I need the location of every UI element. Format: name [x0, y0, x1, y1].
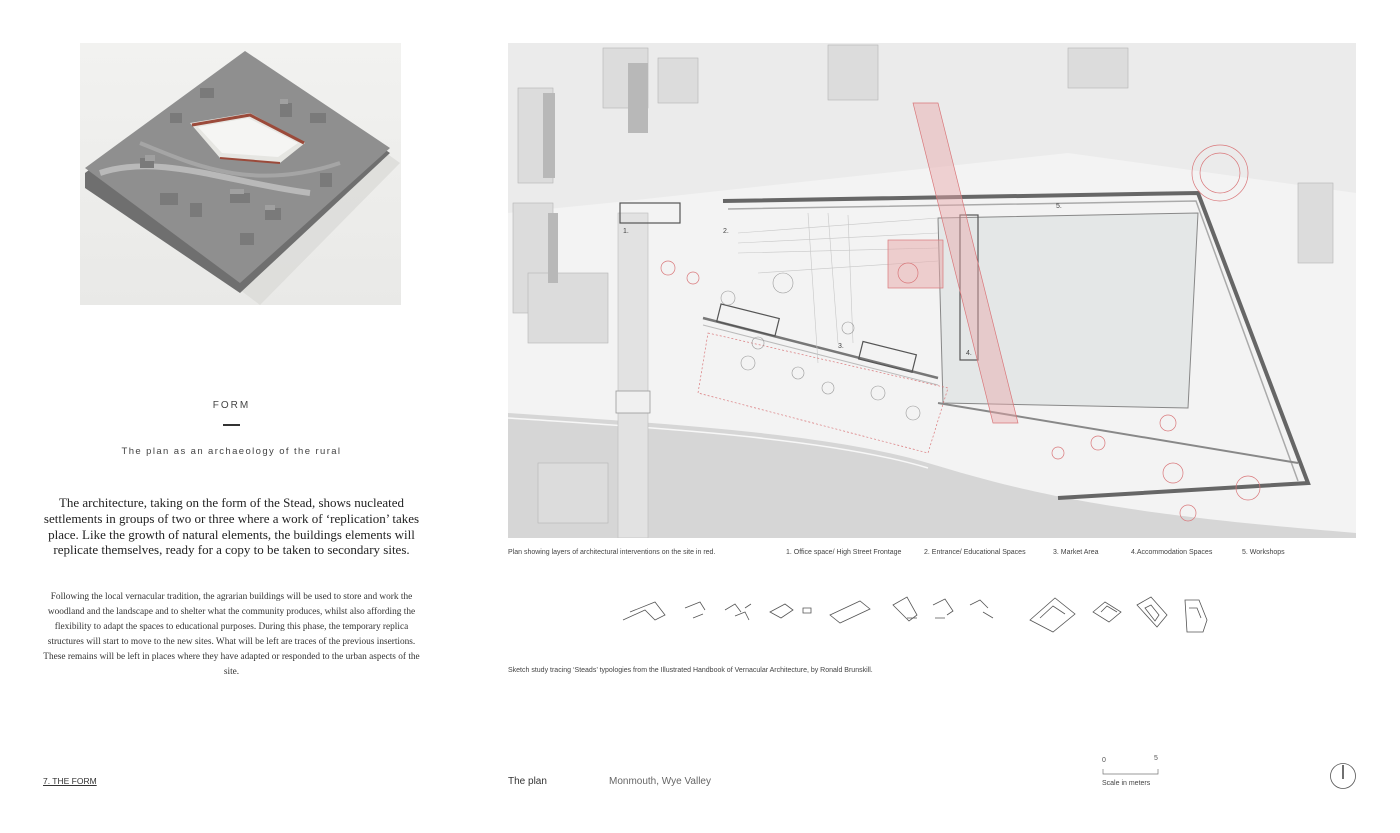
- legend-item-accommodation: 4.Accommodation Spaces: [1131, 549, 1213, 556]
- footer-title: The plan: [508, 776, 547, 787]
- section-heading: FORM: [212, 400, 251, 411]
- footer-location: Monmouth, Wye Valley: [609, 776, 711, 787]
- site-model-photo: [80, 43, 401, 305]
- legend-item-workshops: 5. Workshops: [1242, 549, 1285, 556]
- scale-min-label: 0: [1102, 757, 1106, 764]
- north-arrow-icon: [1329, 762, 1357, 790]
- section-subtitle: The plan as an archaeology of the rural: [121, 446, 342, 457]
- body-paragraph: Following the local vernacular tradition, the agrarian buildings will be used to store and work the woodland and the landscape and to shelter what the community produces, whilst also affording the flexibility to adapt the spaces to educational purposes. During this phase, the temporary replica structures will start to move to the new sites. What will be left are traces of the previous insertions. These remains will be left in places where they have adapted or responded to the urban aspects of the site.: [43, 592, 420, 677]
- plan-caption: Plan showing layers of architectural interventions on the site in red.: [508, 549, 716, 556]
- scale-label: Scale in meters: [1102, 780, 1151, 787]
- stead-typology-sketches: [615, 590, 1235, 640]
- legend-item-market: 3. Market Area: [1053, 549, 1099, 556]
- section-nav-link[interactable]: 7. THE FORM: [43, 776, 97, 786]
- heading-divider: [223, 424, 240, 426]
- legend-item-entrance: 2. Entrance/ Educational Spaces: [924, 549, 1026, 556]
- sketch-caption: Sketch study tracing ‘Steads’ typologies from the Illustrated Handbook of Vernacular Architecture, by Ronald Brunskill.: [508, 667, 873, 674]
- plan-label-4: 4.: [966, 350, 972, 357]
- legend-item-office: 1. Office space/ High Street Frontage: [786, 549, 902, 556]
- plan-label-2: 2.: [723, 228, 729, 235]
- plan-label-3: 3.: [838, 343, 844, 350]
- plan-label-5: 5.: [1056, 203, 1062, 210]
- site-plan-drawing: [508, 43, 1356, 538]
- intro-paragraph: The architecture, taking on the form of the Stead, shows nucleated settlements in groups of two or three where a work of ‘replication’ takes place. Like the growth of natural elements, the buildings elements will replicate themselves, ready for a copy to be taken to secondary sites.: [43, 495, 420, 558]
- plan-label-1: 1.: [623, 228, 629, 235]
- scale-max-label: 5: [1154, 755, 1158, 762]
- scale-bar: [1100, 755, 1170, 795]
